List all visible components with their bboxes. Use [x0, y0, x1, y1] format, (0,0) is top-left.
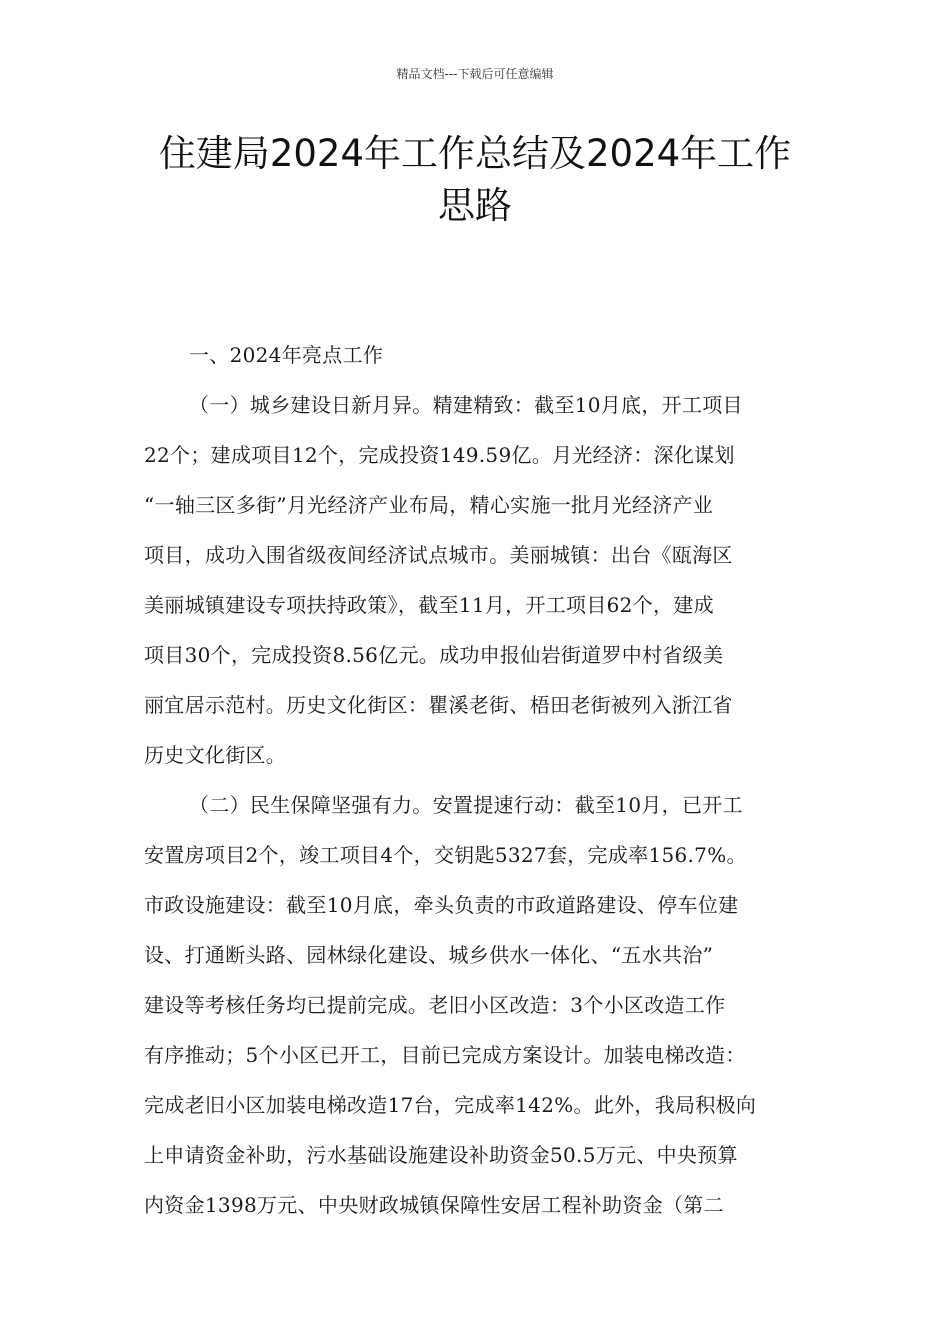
header-note: 精品文档---下载后可任意编辑 — [396, 67, 554, 81]
paragraph-line: （一）城乡建设日新月异。精建精致：截至10月底，开工项目 — [189, 393, 743, 417]
paragraph-line: 内资金1398万元、中央财政城镇保障性安居工程补助资金（第二 — [144, 1193, 724, 1217]
paragraph-line: 建设等考核任务均已提前完成。老旧小区改造：3个小区改造工作 — [144, 993, 726, 1017]
paragraph-line: 丽宜居示范村。历史文化街区：瞿溪老街、梧田老街被列入浙江省 — [144, 693, 733, 717]
document-title-line-1: 住建局2024年工作总结及2024年工作 — [158, 132, 792, 175]
document-title — [120, 128, 830, 232]
paragraph-line: 市政设施建设：截至10月底，牵头负责的市政道路建设、停车位建 — [144, 893, 739, 917]
document-body — [144, 330, 812, 1230]
paragraph-line: （二）民生保障坚强有力。安置提速行动：截至10月，已开工 — [189, 793, 743, 817]
paragraph-line: 完成老旧小区加装电梯改造17台，完成率142%。此外，我局积极向 — [144, 1093, 757, 1117]
paragraph-line: 美丽城镇建设专项扶持政策》，截至11月，开工项目62个，建成 — [144, 593, 714, 617]
paragraph-line: 有序推动；5个小区已开工，目前已完成方案设计。加装电梯改造： — [144, 1043, 746, 1067]
paragraph-line: 安置房项目2个，竣工项目4个，交钥匙5327套，完成率156.7%。 — [144, 843, 747, 867]
paragraph-line: 项目30个，完成投资8.56亿元。成功申报仙岩街道罗中村省级美 — [144, 643, 724, 667]
paragraph-line: 项目，成功入围省级夜间经济试点城市。美丽城镇：出台《瓯海区 — [144, 543, 733, 567]
paragraph-line: 上申请资金补助，污水基础设施建设补助资金50.5万元、中央预算 — [144, 1143, 738, 1167]
section-heading: 一、2024年亮点工作 — [189, 343, 384, 367]
paragraph-line: “一轴三区多街”月光经济产业布局，精心实施一批月光经济产业 — [144, 493, 714, 517]
paragraph-urban-rural-construction — [144, 380, 812, 780]
document-title-line-2: 思路 — [438, 184, 512, 227]
paragraph-livelihood-security — [144, 780, 812, 1230]
paragraph-line: 22个；建成项目12个，完成投资149.59亿。月光经济：深化谋划 — [144, 443, 735, 467]
paragraph-line: 历史文化街区。 — [144, 743, 287, 767]
paragraph-line: 设、打通断头路、园林绿化建设、城乡供水一体化、“五水共治” — [144, 943, 714, 967]
